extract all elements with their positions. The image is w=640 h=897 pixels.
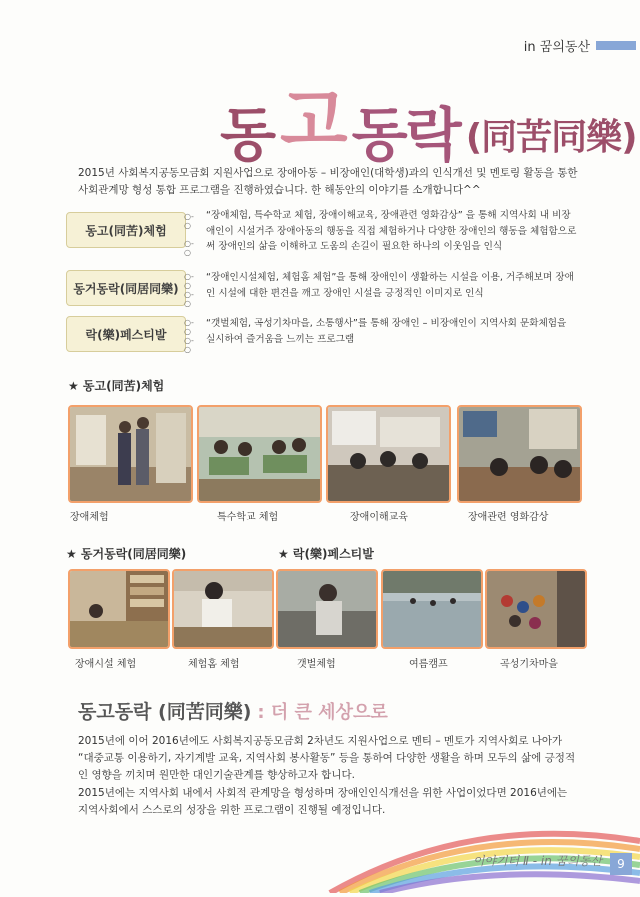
closing-title	[78, 697, 388, 724]
connector-icon: ○-○ ○-○	[184, 318, 194, 354]
photo-gokseong-train-village	[485, 569, 587, 649]
gallery-heading: ★ 동거동락(同居同樂)	[66, 547, 187, 561]
program-description: “장애체험, 특수학교 체험, 장애이해교육, 장애관련 영화감상” 을 통해 지역사회 내 비장애인이 시설거주 장애아동의 행동을 직접 체험하거나 다양한 장애인의 행동을 체험함으로써 장애인의 삶을 이해하고 도움의 손길이 필요한 하나의 이웃임을 인식	[206, 210, 577, 252]
closing-title-sub: : 더 큰 세상으로	[257, 702, 388, 723]
photo-disability-experience	[68, 405, 193, 503]
intro-text: 2015년 사회복지공동모금회 지원사업으로 장애아동 – 비장애인(대학생)과의 인식개선 및 멘토링 활동을 통한 사회관계망 형성 통합 프로그램을 진행하였습니다. 한 해동안의 이야기를 소개합니다^^	[78, 167, 578, 196]
photo-caption: 여름캠프	[409, 659, 448, 670]
footer-signature: 이야기터 Ⅱ - in 꿈의동산	[472, 854, 602, 868]
connector-icon: ○-○ ○-○	[184, 272, 194, 308]
closing-paragraph: 2015년에는 지역사회 내에서 사회적 관계망을 형성하며 장애인인식개선을 위한 사업이었다면 2016년에는 지역사회에서 스스로의 성장을 위한 프로그램이 진행될 예정입니다.	[78, 787, 568, 816]
photo-caption: 장애시설 체험	[75, 659, 137, 670]
section-tag-bar	[596, 41, 636, 50]
rainbow-decoration	[0, 783, 640, 893]
title-hanja: (同苦同樂)	[465, 117, 637, 158]
title-part3: 동락	[351, 101, 460, 169]
program-label: 동거동락(同居同樂)	[66, 270, 186, 306]
closing-title-main: 동고동락 (同苦同樂)	[78, 701, 252, 723]
photo-facility-experience	[68, 569, 170, 649]
photo-caption: 곡성기차마을	[500, 659, 558, 670]
page-number: 9	[610, 853, 632, 875]
photo-disability-education	[326, 405, 451, 503]
photo-caption: 체험홈 체험	[188, 659, 240, 670]
program-description: “장애인시설체험, 체험홈 체험”을 통해 장애인이 생활하는 시설을 이용, 거주해보며 장애인 시설에 대한 편견을 깨고 장애인 시설을 긍정적인 이미지로 인식	[206, 272, 574, 299]
program-description: “갯벌체험, 곡성기차마을, 소통행사”를 통해 장애인 – 비장애인이 지역사회 문화체험을 실시하여 즐거움을 느끼는 프로그램	[206, 318, 567, 345]
section-tag	[524, 36, 636, 55]
photo-special-school	[197, 405, 322, 503]
photo-caption: 갯벌체험	[297, 659, 336, 670]
program-label: 락(樂)페스티발	[66, 316, 186, 352]
program-label: 동고(同苦)체험	[66, 212, 186, 248]
section-tag-label: in 꿈의동산	[523, 40, 590, 55]
photo-summer-camp	[381, 569, 483, 649]
gallery-heading: ★ 락(樂)페스티발	[278, 547, 374, 561]
title-part2: 고	[280, 80, 346, 162]
photo-movie-watching	[457, 405, 582, 503]
photo-caption: 장애체험	[70, 512, 109, 523]
photo-caption: 특수학교 체험	[217, 512, 279, 523]
connector-icon: ○-○ ○-○	[184, 212, 194, 257]
photo-caption: 장애이해교육	[350, 512, 408, 523]
page-title	[220, 80, 637, 169]
title-part1: 동	[220, 101, 275, 169]
gallery-heading: ★ 동고(同苦)체험	[68, 379, 165, 393]
closing-paragraph: 2015년에 이어 2016년에도 사회복지공동모금회 2차년도 지원사업으로 멘티 – 멘토가 지역사회로 나아가 “대중교통 이용하기, 자기계발 교육, 지역사회 봉사활동” 등을 통하여 다양한 생활을 하며 모두의 삶에 긍정적인 영향을 끼치며 원만한 대인기술관계를 향상하고자 합니다.	[78, 735, 576, 781]
photo-mudflat	[276, 569, 378, 649]
photo-caption: 장애관련 영화감상	[468, 512, 549, 523]
photo-group-home	[172, 569, 274, 649]
